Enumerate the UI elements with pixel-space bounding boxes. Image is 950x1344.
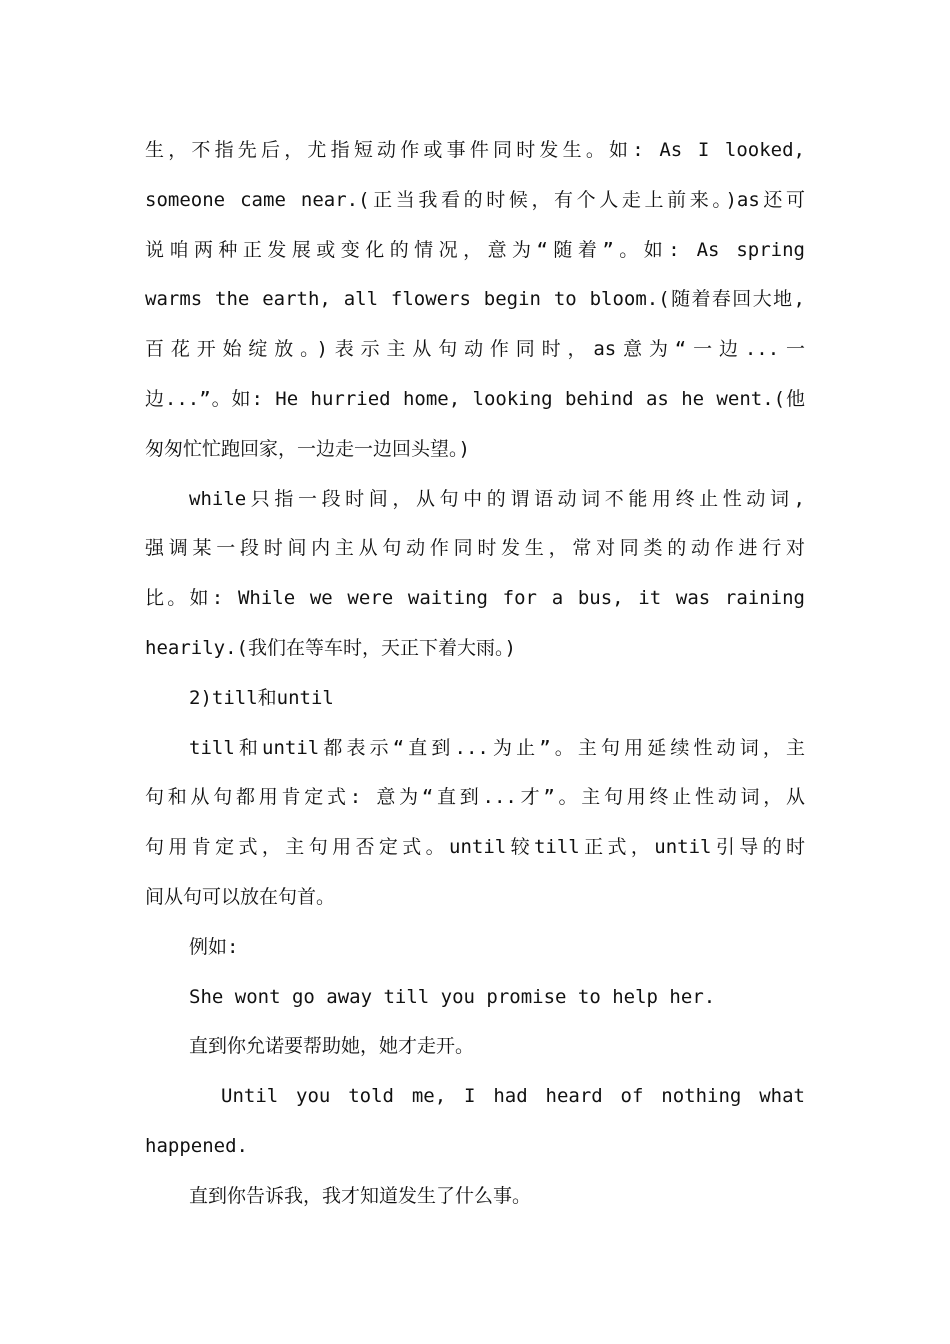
text-line-15: 句用肯定式，主句用否定式。until较till正式，until引导的时 bbox=[145, 836, 805, 859]
example-translation-2: 直到你告诉我，我才知道发生了什么事。 bbox=[189, 1184, 532, 1207]
text-line-13: till和until都表示“直到...为止”。主句用延续性动词，主 bbox=[189, 736, 805, 759]
document-body bbox=[145, 126, 805, 1222]
text-line-4: warms the earth, all flowers begin to bloom.(随着春回大地, bbox=[145, 288, 805, 311]
text-line-7: 匆匆忙忙跑回家，一边走一边回头望。) bbox=[145, 437, 470, 460]
example-sentence-2-cont: happened. bbox=[145, 1134, 248, 1157]
text-line-16: 间从句可以放在句首。 bbox=[145, 885, 336, 908]
text-line-5: 百花开始绽放。)表示主从句动作同时，as意为“一边...一 bbox=[145, 338, 805, 361]
example-sentence-1: She wont go away till you promise to help her. bbox=[189, 985, 716, 1008]
text-line-9: 强调某一段时间内主从句动作同时发生，常对同类的动作进行对 bbox=[145, 537, 805, 560]
text-line-3: 说咱两种正发展或变化的情况，意为“随着”。如: As spring bbox=[145, 238, 805, 261]
example-translation-1: 直到你允诺要帮助她，她才走开。 bbox=[189, 1035, 475, 1058]
text-line-2: someone came near.(正当我看的时候，有个人走上前来。)as还可 bbox=[145, 188, 805, 211]
text-line-10: 比。如: While we were waiting for a bus, it was raining bbox=[145, 587, 805, 610]
example-sentence-2: Until you told me, I had heard of nothing what bbox=[221, 1085, 805, 1108]
text-line-14: 句和从句都用肯定式: 意为“直到...才”。主句用终止性动词，从 bbox=[145, 786, 805, 809]
text-line-1: 生，不指先后，尤指短动作或事件同时发生。如: As I looked, bbox=[145, 139, 805, 161]
text-line-6: 边...”。如: He hurried home, looking behind as he went.(他 bbox=[145, 387, 805, 410]
section-heading: 2)till和until bbox=[189, 686, 334, 709]
text-line-11: hearily.(我们在等车时，天正下着大雨。) bbox=[145, 636, 516, 659]
text-line-8: while只指一段时间，从句中的谓语动词不能用终止性动词, bbox=[189, 487, 805, 510]
example-label: 例如: bbox=[189, 935, 239, 958]
